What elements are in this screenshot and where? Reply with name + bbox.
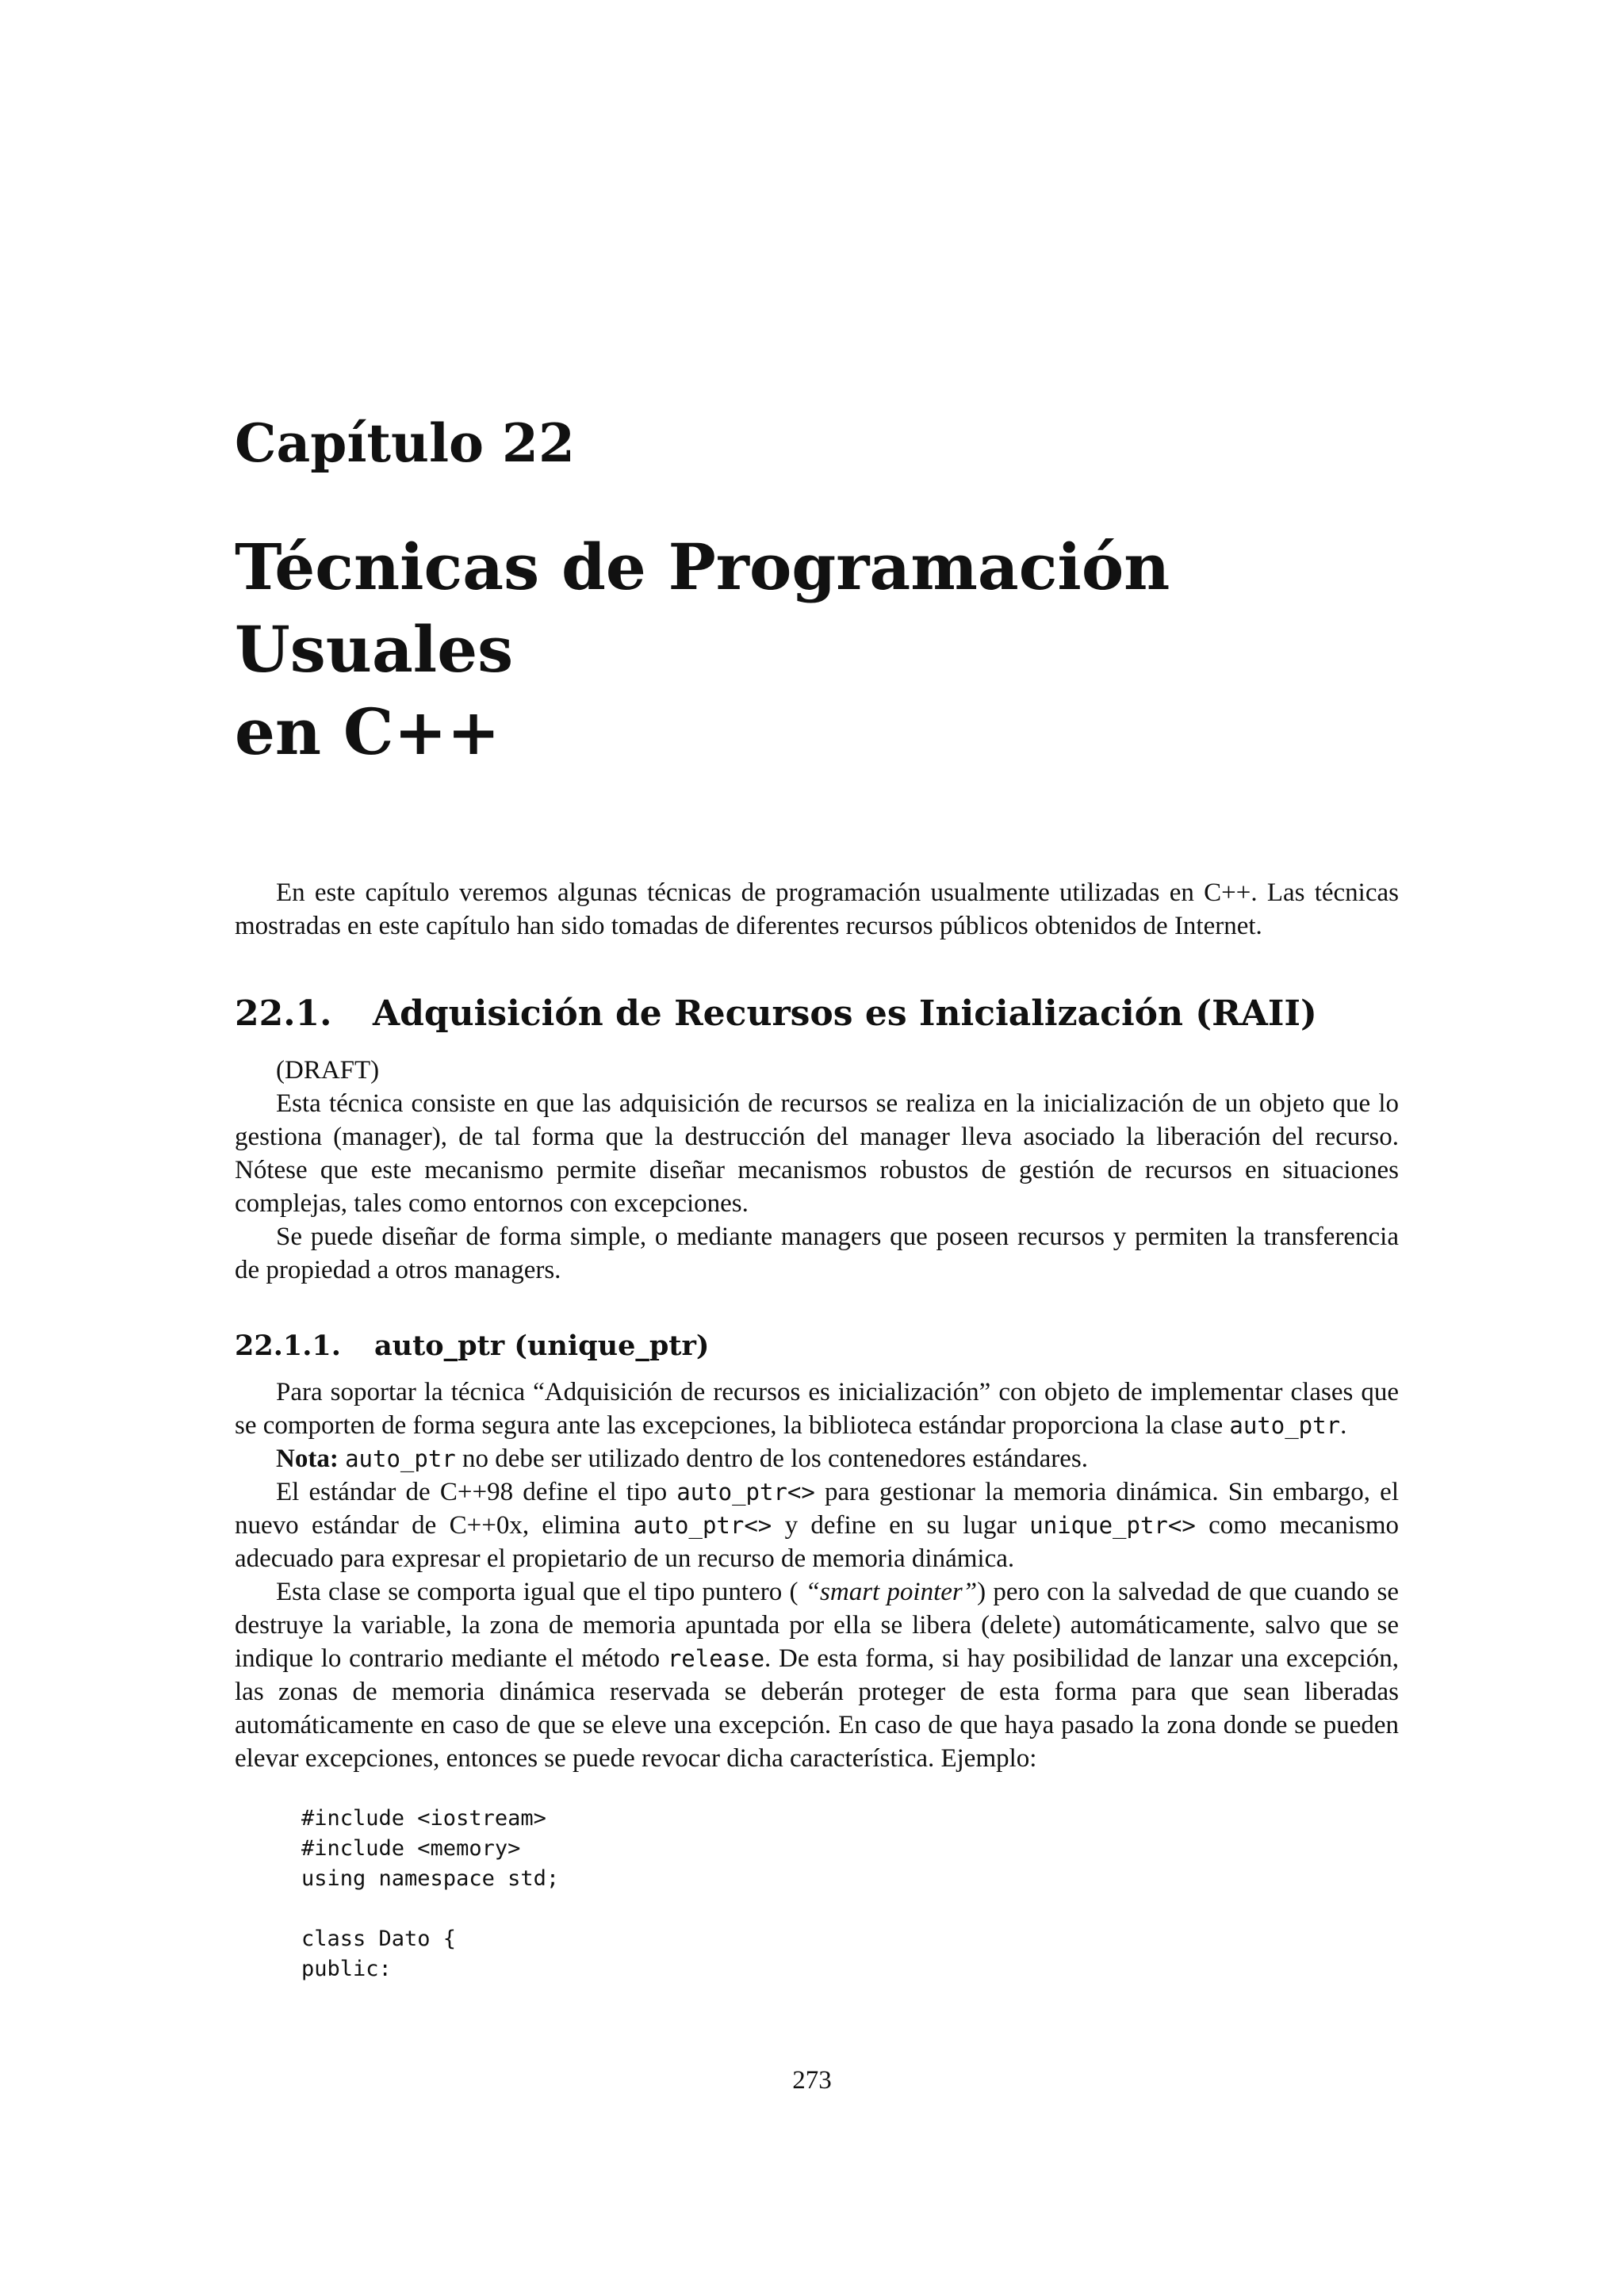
paragraph-text: para gestionar la memoria dinámica. Sin embargo, el nuevo estándar de C++0x, elimina: [235, 1478, 1399, 1540]
paragraph-text: Para soportar la técnica “Adquisición de recursos es inicialización” con objeto de implementar clases que se comporten de forma segura ante las excepciones, la biblioteca estándar proporciona la clase: [235, 1378, 1399, 1441]
paragraph-text: Esta clase se comporta igual que el tipo puntero (: [276, 1578, 806, 1607]
section-title: Adquisición de Recursos es Inicialización (RAII): [373, 993, 1317, 1035]
code-listing: [301, 1804, 1399, 1984]
subsection-heading: [235, 1328, 1399, 1364]
paragraph-text: como mecanismo adecuado para expresar el propietario de un recurso de memoria dinámica.: [235, 1511, 1400, 1574]
paragraph-text: . De esta forma, si hay posibilidad de lanzar una excepción, las zonas de memoria dinámica reservada se deberán proteger de esta forma para que sean liberadas automáticamente en caso de que se eleve una excepción. En caso de que haya pasado la zona donde se pueden elevar excepciones, entonces se puede revocar dicha característica. Ejemplo:: [235, 1644, 1399, 1774]
intro-paragraph: En este capítulo veremos algunas técnicas de programación usualmente utilizadas en C++. Las técnicas mostradas en este capítulo han sido tomadas de diferentes recursos públicos obtenidos de Internet.: [235, 878, 1399, 941]
section-heading: [235, 992, 1399, 1036]
note-paragraph: [235, 1442, 1399, 1475]
section-paragraph-2: Se puede diseñar de forma simple, o mediante managers que poseen recursos y permiten la transferencia de propiedad a otros managers.: [235, 1223, 1399, 1285]
subsection-paragraph-4: [235, 1575, 1399, 1775]
paragraph-text: El estándar de C++98 define el tipo: [276, 1478, 677, 1507]
inline-code: auto_ptr: [1229, 1412, 1341, 1440]
paragraph-text: ) pero con la salvedad de que cuando se destruye la variable, la zona de memoria apuntada por ella se libera (delete) automáticamente, salvo que se indique lo contrario mediante el método: [235, 1578, 1399, 1674]
paragraph-text: .: [1340, 1411, 1347, 1441]
inline-code: auto_ptr<>: [633, 1512, 772, 1540]
code-line: [301, 1894, 1399, 1924]
subsection-number: 22.1.1.: [235, 1330, 341, 1363]
page-number: 273: [792, 2066, 832, 2095]
chapter-intro: [235, 876, 1399, 943]
chapter-title-line-1: Técnicas de Programación Usuales: [235, 530, 1170, 687]
subsection-paragraph-1: [235, 1376, 1399, 1442]
chapter-title-line-2: en C++: [235, 695, 500, 770]
page-content: [235, 412, 1399, 1984]
section-number: 22.1.: [235, 993, 332, 1035]
emphasis-text: “smart pointer”: [805, 1578, 978, 1607]
chapter-title: [235, 526, 1399, 773]
section-paragraph-1: Esta técnica consiste en que las adquisición de recursos se realiza en la inicialización de un objeto que lo gestiona (manager), de tal forma que la destrucción del manager lleva asociado la liberación del recurso. Nótese que este mecanismo permite diseñar mecanismos robustos de gestión de recursos en situaciones complejas, tales como entornos con excepciones.: [235, 1089, 1399, 1219]
code-line: #include <iostream>: [301, 1806, 546, 1831]
chapter-label: Capítulo 22: [235, 412, 575, 474]
subsection-paragraph-3: [235, 1475, 1399, 1575]
inline-code: auto_ptr<>: [676, 1479, 815, 1506]
code-line: public:: [301, 1957, 392, 1982]
inline-code: unique_ptr<>: [1029, 1512, 1196, 1540]
inline-code: release: [667, 1645, 765, 1673]
code-line: class Dato {: [301, 1927, 457, 1952]
draft-marker: (DRAFT): [276, 1056, 380, 1085]
inline-code: auto_ptr: [345, 1445, 456, 1473]
code-line: using namespace std;: [301, 1866, 560, 1892]
paragraph-text: y define en su lugar: [772, 1511, 1030, 1540]
paragraph-text: no debe ser utilizado dentro de los contenedores estándares.: [455, 1445, 1088, 1474]
note-label: Nota:: [276, 1445, 339, 1474]
subsection-title: auto_ptr (unique_ptr): [374, 1330, 710, 1363]
code-line: #include <memory>: [301, 1836, 521, 1862]
